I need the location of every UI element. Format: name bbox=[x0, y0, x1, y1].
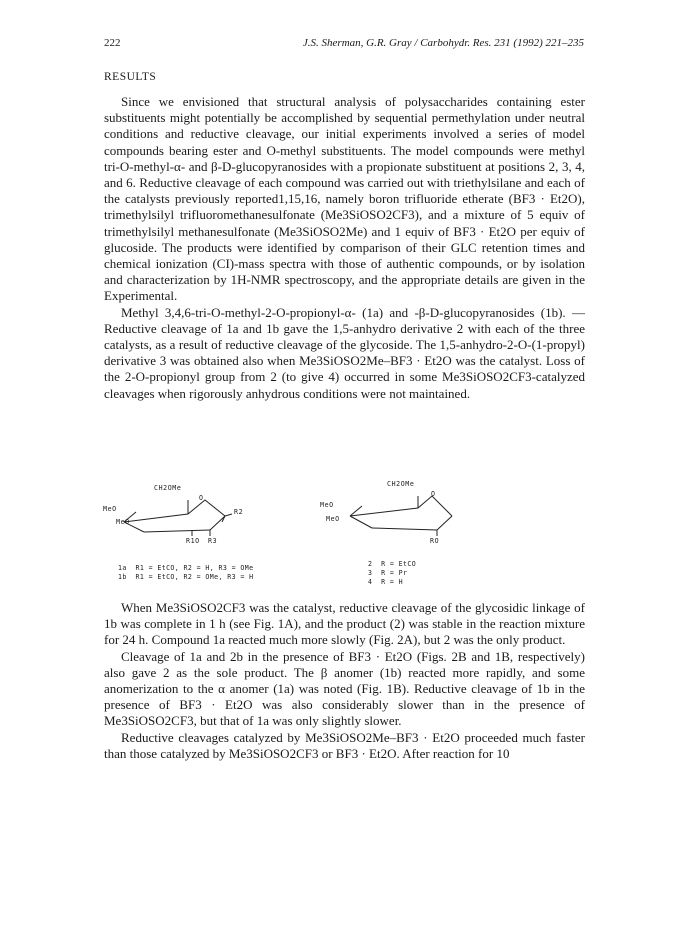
running-head: J.S. Sherman, G.R. Gray / Carbohydr. Res. 231 (1992) 221–235 bbox=[302, 37, 584, 49]
right-ring-oxygen-label: O bbox=[431, 490, 436, 498]
right-ch2ome-label: CH2OMe bbox=[387, 480, 415, 488]
body-text-top bbox=[104, 94, 585, 402]
chemical-structures-figure bbox=[100, 478, 530, 588]
left-r1o-label: R1O bbox=[186, 537, 200, 545]
paragraph-5: Reductive cleavages catalyzed by Me3SiOSO2Me–BF3 · Et2O proceeded much faster than those catalyzed by Me3SiOSO2CF3 or BF3 · Et2O. After reaction for 10 bbox=[104, 729, 585, 761]
legend-1b: 1b R1 = EtCO, R2 = OMe, R3 = H bbox=[118, 573, 254, 581]
paragraph-1: Since we envisioned that structural analysis of polysaccharides containing ester substituents might potentially be accomplished by sequential permethylation under neutral conditions and reductive cleavage, our initial experiments involved a series of model compounds bearing ester and O-methyl substituents. The model compounds were methyl tri-O-methyl-α- and β-D-glucopyranosides with a propionate substituent at positions 2, 3, 4, and 6. Reductive cleavage of each compound was carried out with triethylsilane and each of the catalysts previously reported1,15,16, namely boron trifluoride etherate (BF3 · Et2O), trimethylsilyl trifluoromethanesulfonate (Me3SiOSO2CF3), and a mixture of 5 equiv of trimethylsilyl methanesulfonate (Me3SiOSO2Me) and 1 equiv of BF3 · Et2O per equiv of glucoside. The products were identified by comparison of their GLC retention times and chemical ionization (CI)-mass spectra with those of authentic compounds, or by isolation and characterization by 1H-NMR spectroscopy, and the appropriate details are given in the Experimental. bbox=[104, 94, 585, 304]
left-ch2ome-label: CH2OMe bbox=[154, 484, 182, 492]
paragraph-4: Cleavage of 1a and 2b in the presence of BF3 · Et2O (Figs. 2B and 1B, respectively) also gave 2 as the sole product. The β anomer (1b) reacted more rapidly, and some anomerization to the α anomer (1a) was noted (Fig. 1B). Reductive cleavage of 1b in the presence of BF3 · Et2O was also considerably slower than in the presence of Me3SiOSO2CF3, but that of 1a was only slightly slower. bbox=[104, 648, 585, 729]
page-number: 222 bbox=[104, 37, 121, 49]
right-meo-top-label: MeO bbox=[320, 501, 334, 509]
left-ring-oxygen-label: O bbox=[199, 494, 204, 502]
right-ro-label: RO bbox=[430, 537, 440, 545]
right-meo-bottom-label: MeO bbox=[326, 515, 340, 523]
body-text-bottom bbox=[104, 600, 585, 762]
left-meo-top-label: MeO bbox=[103, 505, 117, 513]
left-r2-label: R2 bbox=[234, 508, 244, 516]
paragraph-2: Methyl 3,4,6-tri-O-methyl-2-O-propionyl-α- (1a) and -β-D-glucopyranosides (1b). —Reductive cleavage of 1a and 1b gave the 1,5-anhydro derivative 2 with each of the three catalysts, as a result of reductive cleavage of the glycoside. The 1,5-anhydro-2-O-(1-propyl) derivative 3 was obtained also when Me3SiOSO2Me–BF3 · Et2O was the catalyst. Loss of the 2-O-propionyl group from 2 (to give 4) occurred in some Me3SiOSO2CF3-catalyzed cleavages when rigorously anhydrous conditions were not maintained. bbox=[104, 304, 585, 401]
left-r3-label: R3 bbox=[208, 537, 218, 545]
paragraph-3: When Me3SiOSO2CF3 was the catalyst, reductive cleavage of the glycosidic linkage of 1b was complete in 1 h (see Fig. 1A), and the product (2) was stable in the reaction mixture for 24 h. Compound 1a reacted much more slowly (Fig. 2A), but 2 was the only product. bbox=[104, 600, 585, 648]
legend-3: 3 R = Pr bbox=[368, 569, 408, 577]
legend-1a: 1a R1 = EtCO, R2 = H, R3 = OMe bbox=[118, 564, 254, 572]
legend-4: 4 R = H bbox=[368, 578, 403, 586]
legend-2: 2 R = EtCO bbox=[368, 560, 417, 568]
left-meo-bottom-label: MeO bbox=[116, 518, 130, 526]
section-heading: RESULTS bbox=[104, 71, 157, 83]
